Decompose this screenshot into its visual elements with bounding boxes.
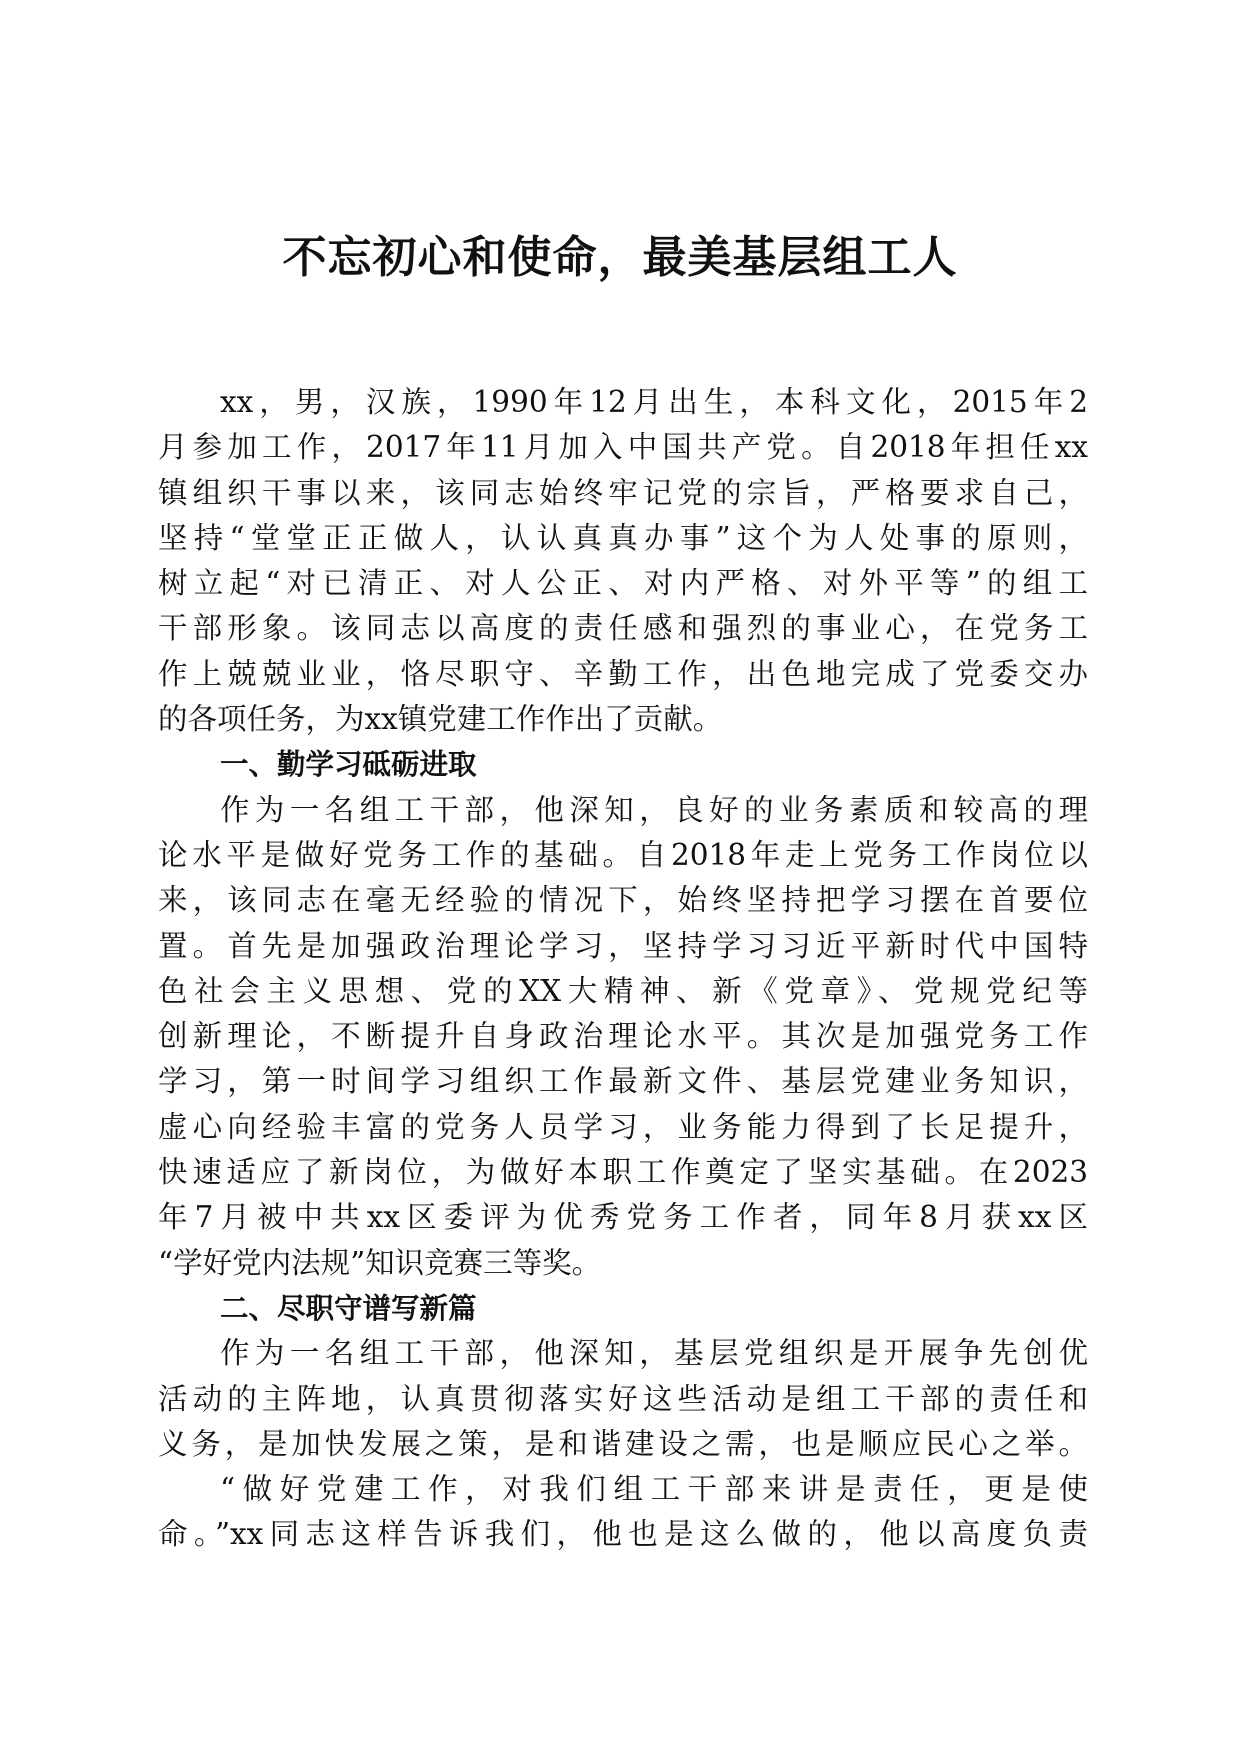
section-heading-2: 二、尽职守谱写新篇 (220, 1291, 477, 1325)
section-heading-1: 一、勤学习砥砺进取 (220, 748, 477, 782)
body-line: 学习，第一时间学习组织工作最新文件、基层党建业务知识， (158, 1064, 1088, 1099)
body-line: 命。”xx同志这样告诉我们，他也是这么做的，他以高度负责 (158, 1517, 1088, 1552)
body-line: 来，该同志在毫无经验的情况下，始终坚持把学习摆在首要位 (158, 883, 1088, 918)
body-line: 活动的主阵地，认真贯彻落实好这些活动是组工干部的责任和 (158, 1381, 1088, 1416)
body-line: 作为一名组工干部，他深知，基层党组织是开展争先创优 (220, 1336, 1088, 1371)
document-body (158, 380, 1088, 1558)
body-line: 快速适应了新岗位，为做好本职工作奠定了坚实基础。在2023 (158, 1155, 1088, 1190)
body-line: “学好党内法规”知识竞赛三等奖。 (158, 1245, 602, 1280)
body-line: 色社会主义思想、党的XX大精神、新《党章》、党规党纪等 (158, 973, 1088, 1008)
body-line: 镇组织干事以来，该同志始终牢记党的宗旨，严格要求自己， (158, 475, 1088, 510)
body-line: 干部形象。该同志以高度的责任感和强烈的事业心，在党务工 (158, 611, 1088, 646)
body-line: 置。首先是加强政治理论学习，坚持学习习近平新时代中国特 (158, 928, 1088, 963)
body-line: 义务，是加快发展之策，是和谐建设之需，也是顺应民心之举。 (158, 1426, 1088, 1461)
body-line: 年7月被中共xx区委评为优秀党务工作者，同年8月获xx区 (158, 1200, 1088, 1235)
body-line: 坚持“堂堂正正做人，认认真真办事”这个为人处事的原则， (158, 520, 1088, 555)
body-line: “做好党建工作，对我们组工干部来讲是责任，更是使 (220, 1472, 1088, 1507)
body-line: 虚心向经验丰富的党务人员学习，业务能力得到了长足提升， (158, 1109, 1088, 1144)
body-line: 作上兢兢业业，恪尽职守、辛勤工作，出色地完成了党委交办 (158, 656, 1088, 691)
body-line: 论水平是做好党务工作的基础。自2018年走上党务工作岗位以 (158, 837, 1088, 872)
document-title: 不忘初心和使命，最美基层组工人 (282, 232, 958, 283)
body-line: 创新理论，不断提升自身政治理论水平。其次是加强党务工作 (158, 1019, 1088, 1054)
body-line: 作为一名组工干部，他深知，良好的业务素质和较高的理 (220, 792, 1088, 827)
body-line: xx，男，汉族，1990年12月出生，本科文化，2015年2 (220, 385, 1088, 419)
body-line: 月参加工作，2017年11月加入中国共产党。自2018年担任xx (158, 430, 1088, 465)
body-line: 的各项任务，为xx镇党建工作作出了贡献。 (158, 702, 723, 737)
body-line: 树立起“对已清正、对人公正、对内严格、对外平等”的组工 (158, 566, 1088, 601)
